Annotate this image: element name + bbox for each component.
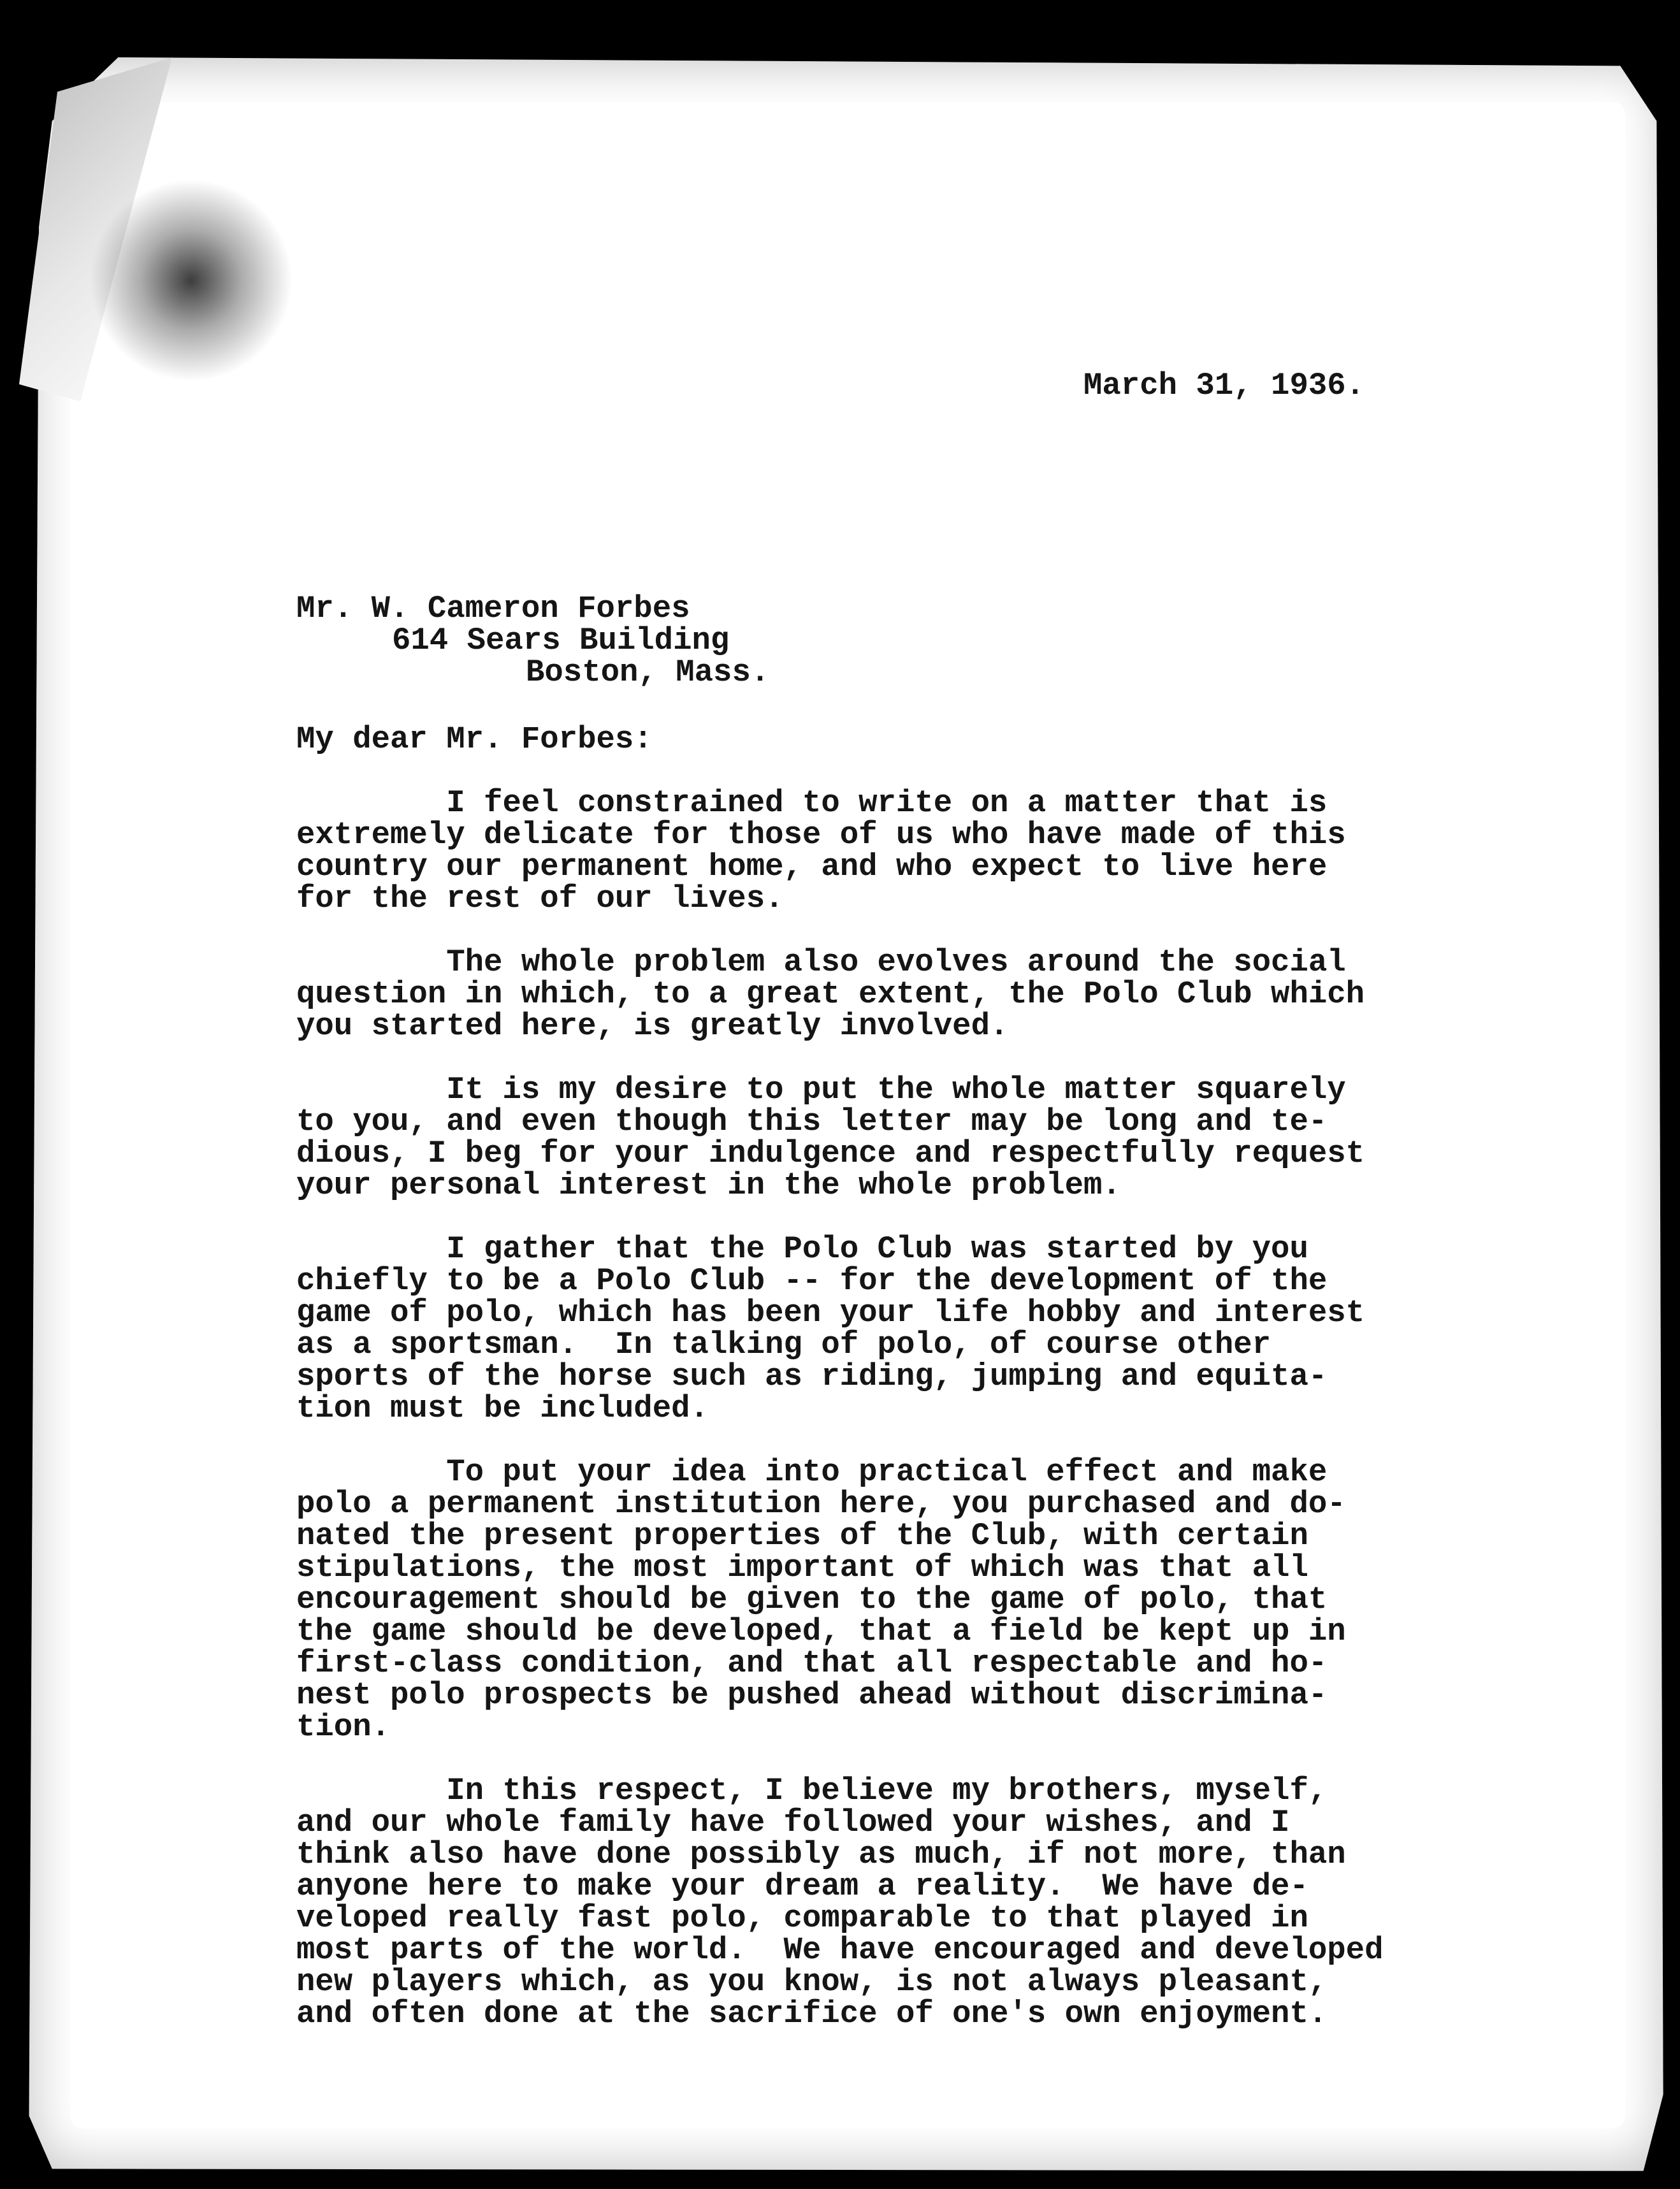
paragraph-line: It is my desire to put the whole matter squarely [296, 1072, 1346, 1108]
paragraph-2 [296, 946, 1444, 1042]
paragraph-5 [296, 1456, 1444, 1743]
paragraph-line: nest polo prospects be pushed ahead without discrimina- [296, 1677, 1328, 1713]
paragraph-line: chiefly to be a Polo Club -- for the development of the [296, 1263, 1328, 1299]
paragraph-line: first-class condition, and that all respectable and ho- [296, 1645, 1328, 1681]
paragraph-line: The whole problem also evolves around the social [296, 944, 1346, 980]
paragraph-line: veloped really fast polo, comparable to that played in [296, 1900, 1308, 1936]
letter-date: March 31, 1936. [1083, 368, 1365, 403]
paragraph-line: your personal interest in the whole problem. [296, 1167, 1121, 1203]
paragraph-line: think also have done possibly as much, if not more, than [296, 1837, 1346, 1872]
paragraph-1 [296, 787, 1444, 914]
paragraph-line: stipulations, the most important of which was that all [296, 1550, 1308, 1586]
paragraph-line: anyone here to make your dream a reality. We have de- [296, 1868, 1308, 1904]
paragraph-line: extremely delicate for those of us who have made of this [296, 817, 1346, 853]
paragraph-line: to you, and even though this letter may be long and te- [296, 1104, 1328, 1139]
paragraph-line: the game should be developed, that a field be kept up in [296, 1614, 1346, 1649]
paragraph-line: polo a permanent institution here, you purchased and do- [296, 1486, 1346, 1522]
paragraph-4 [296, 1233, 1444, 1424]
paragraph-line: most parts of the world. We have encouraged and developed [296, 1932, 1384, 1968]
paragraph-line: To put your idea into practical effect and make [296, 1454, 1328, 1490]
paragraph-line: and our whole family have followed your wishes, and I [296, 1805, 1290, 1840]
paragraph-line: nated the present properties of the Club, with certain [296, 1518, 1308, 1554]
paragraph-3 [296, 1074, 1444, 1201]
paragraph-line: tion. [296, 1709, 391, 1745]
recipient-city: Boston, Mass. [526, 654, 770, 690]
paragraph-line: and often done at the sacrifice of one's own enjoyment. [296, 1996, 1328, 2032]
paragraph-line: new players which, as you know, is not always pleasant, [296, 1964, 1328, 2000]
salutation: My dear Mr. Forbes: [296, 721, 653, 757]
paragraph-line: for the rest of our lives. [296, 881, 784, 916]
paragraph-line: I feel constrained to write on a matter that is [296, 785, 1328, 821]
paragraph-line: tion must be included. [296, 1391, 709, 1426]
paragraph-line: game of polo, which has been your life hobby and interest [296, 1295, 1365, 1331]
paragraph-6 [296, 1775, 1444, 2030]
recipient-name: Mr. W. Cameron Forbes [296, 591, 690, 626]
paragraph-line: I gather that the Polo Club was started by you [296, 1231, 1308, 1267]
paragraph-line: In this respect, I believe my brothers, myself, [296, 1773, 1328, 1809]
paragraph-line: as a sportsman. In talking of polo, of course other [296, 1327, 1271, 1362]
paragraph-line: encouragement should be given to the game of polo, that [296, 1582, 1328, 1617]
paragraph-line: dious, I beg for your indulgence and respectfully request [296, 1136, 1365, 1171]
paragraph-line: sports of the horse such as riding, jumping and equita- [296, 1359, 1328, 1394]
paragraph-line: country our permanent home, and who expect to live here [296, 849, 1328, 885]
recipient-street: 614 Sears Building [392, 623, 730, 658]
paragraph-line: question in which, to a great extent, the Polo Club which [296, 976, 1365, 1012]
paragraph-line: you started here, is greatly involved. [296, 1008, 1009, 1044]
